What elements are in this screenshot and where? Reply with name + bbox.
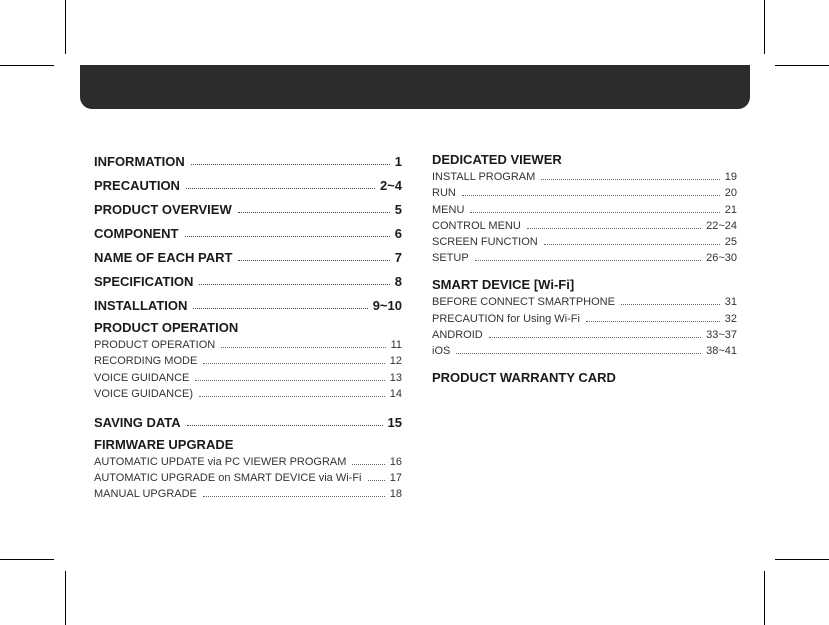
- toc-subentry[interactable]: [432, 248, 737, 264]
- toc-subentry[interactable]: [94, 468, 402, 484]
- dot-leader: [195, 380, 384, 381]
- toc-page-number: 6: [394, 226, 402, 241]
- dot-leader: [221, 347, 385, 348]
- toc-page-number: 1: [394, 154, 402, 169]
- toc-subentry[interactable]: [432, 167, 737, 183]
- crop-mark: [764, 0, 765, 54]
- toc-section-title: SMART DEVICE [Wi-Fi]: [432, 277, 575, 293]
- crop-mark: [775, 559, 829, 560]
- toc-entry-label: MENU: [432, 203, 465, 216]
- toc-section-title: PRODUCT WARRANTY CARD: [432, 369, 616, 385]
- toc-entry-label: COMPONENT: [94, 226, 179, 241]
- toc-page-number: 33~37: [706, 328, 737, 341]
- toc-section-title: DEDICATED VIEWER: [432, 152, 562, 167]
- toc-entry-label: SAVING DATA: [94, 414, 181, 430]
- toc-page-number: 21: [724, 203, 737, 216]
- toc-page-number: 11: [390, 339, 402, 352]
- toc-page-number: 13: [389, 371, 402, 384]
- toc-entry-label: PRECAUTION: [94, 178, 180, 193]
- toc-page-number: 22~24: [706, 219, 737, 232]
- toc-section-title: FIRMWARE UPGRADE: [94, 436, 234, 452]
- crop-mark: [0, 65, 54, 66]
- dot-leader: [203, 363, 384, 364]
- toc-page-number: 8: [394, 274, 402, 289]
- toc-entry-label: RUN: [432, 187, 456, 200]
- dot-leader: [462, 195, 720, 196]
- toc-page-number: 17: [389, 472, 402, 485]
- toc-entry[interactable]: [94, 265, 402, 289]
- dot-leader: [541, 179, 719, 180]
- dot-leader: [489, 337, 701, 338]
- toc-subentry[interactable]: [432, 183, 737, 199]
- dot-leader: [527, 228, 701, 229]
- dot-leader: [470, 212, 719, 213]
- dot-leader: [199, 284, 389, 285]
- toc-subentry[interactable]: [432, 341, 737, 357]
- dot-leader: [199, 396, 385, 397]
- toc-entry-label: SETUP: [432, 252, 469, 265]
- crop-mark: [775, 65, 829, 66]
- toc-page-number: 25: [724, 235, 737, 248]
- toc-entry-label: SPECIFICATION: [94, 274, 194, 289]
- toc-page-number: 32: [724, 312, 737, 325]
- toc-page-number: 15: [387, 414, 402, 430]
- dot-leader: [586, 321, 720, 322]
- toc-entry[interactable]: [94, 145, 402, 169]
- toc-page-number: 9~10: [372, 298, 402, 313]
- dot-leader: [191, 164, 390, 165]
- toc-entry-label: INSTALL PROGRAM: [432, 171, 536, 184]
- toc-subentry[interactable]: [94, 335, 402, 351]
- toc-entry[interactable]: [94, 169, 402, 193]
- toc-page-number: 5: [394, 202, 402, 217]
- toc-entry-label: NAME OF EACH PART: [94, 250, 233, 265]
- toc-entry-label: BEFORE CONNECT SMARTPHONE: [432, 296, 615, 309]
- header-bar: [80, 65, 750, 109]
- dot-leader: [475, 260, 701, 261]
- dot-leader: [368, 480, 385, 481]
- toc-entry[interactable]: [94, 241, 402, 265]
- toc-entry-label: AUTOMATIC UPDATE via PC VIEWER PROGRAM: [94, 455, 347, 468]
- crop-mark: [0, 559, 54, 560]
- toc-page-number: 31: [724, 296, 737, 309]
- toc-page-number: 7: [394, 250, 402, 265]
- dot-leader: [544, 244, 720, 245]
- dot-leader: [187, 425, 383, 426]
- toc-page-number: 14: [389, 387, 402, 400]
- toc-page-number: 2~4: [379, 178, 402, 193]
- toc-entry-label: VOICE GUIDANCE): [94, 387, 194, 400]
- toc-subentry[interactable]: [432, 232, 737, 248]
- dot-leader: [456, 353, 701, 354]
- dot-leader: [185, 236, 390, 237]
- dot-leader: [352, 464, 384, 465]
- toc-entry-label: PRECAUTION for Using Wi-Fi: [432, 312, 580, 325]
- crop-mark: [764, 571, 765, 625]
- toc-right-column: [432, 145, 737, 385]
- toc-entry-label: SCREEN FUNCTION: [432, 235, 538, 248]
- toc-entry-label: PRODUCT OPERATION: [94, 339, 216, 352]
- toc-subentry[interactable]: [94, 351, 402, 367]
- toc-subentry[interactable]: [94, 367, 402, 383]
- toc-subentry[interactable]: [432, 325, 737, 341]
- toc-subentry[interactable]: [432, 292, 737, 308]
- dot-leader: [186, 188, 375, 189]
- toc-entry-label: VOICE GUIDANCE: [94, 371, 190, 384]
- toc-entry-label: iOS: [432, 344, 451, 357]
- toc-entry-label: INFORMATION: [94, 154, 185, 169]
- toc-page-number: 18: [389, 488, 402, 501]
- toc-page-number: 16: [389, 455, 402, 468]
- toc-page-number: 38~41: [706, 344, 737, 357]
- toc-page-number: 20: [724, 187, 737, 200]
- toc-entry-label: AUTOMATIC UPGRADE on SMART DEVICE via Wi-Fi: [94, 472, 362, 485]
- dot-leader: [238, 212, 390, 213]
- dot-leader: [238, 260, 389, 261]
- dot-leader: [193, 308, 367, 309]
- toc-subentry[interactable]: [94, 384, 402, 400]
- crop-mark: [65, 571, 66, 625]
- toc-page-number: 12: [389, 355, 402, 368]
- toc-left-column: [94, 145, 402, 500]
- toc-entry-label: MANUAL UPGRADE: [94, 488, 197, 501]
- toc-entry-label: ANDROID: [432, 328, 483, 341]
- toc-page-number: 26~30: [706, 252, 737, 265]
- toc-entry-label: RECORDING MODE: [94, 355, 198, 368]
- toc-entry-label: INSTALLATION: [94, 298, 188, 313]
- toc-section-title: PRODUCT OPERATION: [94, 320, 239, 335]
- toc-entry[interactable]: [94, 193, 402, 217]
- toc-entry-label: PRODUCT OVERVIEW: [94, 202, 232, 217]
- dot-leader: [203, 496, 385, 497]
- toc-entry[interactable]: [94, 217, 402, 241]
- toc-entry[interactable]: [94, 406, 402, 430]
- toc-entry-label: CONTROL MENU: [432, 219, 521, 232]
- toc-subentry[interactable]: [432, 199, 737, 215]
- crop-mark: [65, 0, 66, 54]
- toc-subentry[interactable]: [432, 308, 737, 324]
- toc-subentry[interactable]: [94, 484, 402, 500]
- toc-page-number: 19: [724, 171, 737, 184]
- dot-leader: [621, 304, 720, 305]
- toc-subentry[interactable]: [432, 216, 737, 232]
- toc-subentry[interactable]: [94, 452, 402, 468]
- toc-entry[interactable]: [94, 289, 402, 313]
